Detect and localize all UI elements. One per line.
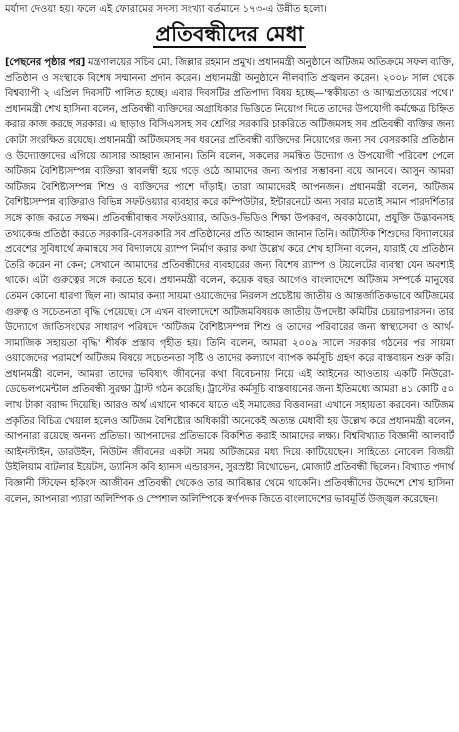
article-headline: প্রতিবন্ধীদের মেধা — [155, 22, 304, 46]
headline-container — [5, 22, 454, 48]
previous-article-tail: মর্যাদা দেওয়া হয়। ফলে এই ফোরামের সদস্য সংখ্যা বর্তমানে ১৭৩-এ উন্নীত হলো। — [5, 4, 327, 15]
article-paragraph-text: মন্ত্রণালয়ের সচিব মো. জিল্লার রহমান প্রমুখ। প্রধানমন্ত্রী অনুষ্ঠানে অটিজম অতিক্রমে সফল ব্যক্তি, প্রতিষ্ঠান ও সংস্থাকে বিশেষ সম্মাননা প্রদান করেন। প্রধানমন্ত্রী অনুষ্ঠানে নীলবাতি প্রজ্বলন করেন। ২০০৮ সাল থেকে বিশ্বব্যাপী ২ এপ্রিল দিবসটি পালিত হচ্ছে। এবার দিবসটির প্রতিপাদ্য বিষয় হচ্ছে—'স্বকীয়তা ও আত্মপ্রত্যয়ের পথে।' প্রধানমন্ত্রী শেখ হাসিনা বলেন, প্রতিবন্ধী ব্যক্তিদের অগ্রাধিকার ভিত্তিতে নিয়োগ দিতে তাদের উপযোগী কর্মক্ষেত্র চিহ্নিত করার কাজ করছে সরকার। এ ছাড়াও বিসিএসসহ সব শ্রেণির সরকারি চাকরিতে অটিজমসহ সব প্রতিবন্ধী ব্যক্তির জন্য কোটা সংরক্ষিত রয়েছে। প্রধানমন্ত্রী অটিজমসহ সব ধরনের প্রতিবন্ধী ব্যক্তিদের নিয়োগের জন্য সব বেসরকারি প্রতিষ্ঠান ও উদ্যোক্তাদের এগিয়ে আসার আহ্বান জানান। তিনি বলেন, সকলের সমন্বিত উদ্যোগ ও উপযোগী পরিবেশ পেলে অটিজম বৈশিষ্ট্যসম্পন্ন ব্যক্তিরা স্বাবলম্বী হয়ে গড়ে ওঠে আমাদের জন্য অপার সম্ভাবনা বয়ে আনবে। আসুন আমরা অটিজম বৈশিষ্ট্যসম্পন্ন শিশু ও ব্যক্তিদের পাশে দাঁড়াই। তারা আমাদেরই আপনজন। প্রধানমন্ত্রী বলেন, অটিজম বৈশিষ্ট্যসম্পন্ন ব্যক্তিরাও বিভিন্ন সফটওয়্যার ব্যবহার করে কম্পিউটার, ইন্টারনেটে অন্য সবার মতোই সমান পারদর্শিতার সঙ্গে কাজ করতে সক্ষম। প্রতিবন্ধীবান্ধব সফটওয়্যার, অডিও-ভিডিও শিক্ষা উপকরণ, অবকাঠামো, প্রযুক্তি উদ্ভাবনসহ তথ্যকেন্দ্র প্রতিষ্ঠা করতে সরকারি-বেসরকারি সব প্রতিষ্ঠানের প্রতি আহ্বান জানান তিনি। অটিস্টিক শিশুদের বিদ্যালয়ের প্রবেশের সুবিধার্থে ক্রমান্বয়ে সব বিদ্যালয়ে র‌্যাম্প নির্মাণ করার কথা উল্লেখ করে শেখ হাসিনা বলেন, যারাই যে প্রতিষ্ঠান তৈরি করেন না কেন; সেখানে আমাদের প্রতিবন্ধীদের ব্যবহারের জন্য বিশেষ র‌্যাম্প ও টয়লেটের ব্যবস্থা যেন অবশ্যই থাকে। এটা গুরুত্বের সঙ্গে করতে হবে। প্রধানমন্ত্রী বলেন, কয়েক বছর আগেও বাংলাদেশে অটিজম সম্পর্কে মানুষের তেমন কোনো ধারণা ছিল না। আমার কন্যা সায়মা ওয়াজেদের নিরলস প্রচেষ্টায় জাতীয় ও আন্তর্জাতিকভাবে অটিজমের গুরুত্ব ও সচেতনতা বৃদ্ধি পেয়েছে। সে এখন বাংলাদেশে অটিজমবিষয়ক জাতীয় উপদেষ্টা কমিটির চেয়ারপারসন। তার উদ্যোগে জাতিসংঘের সাধারণ পরিষদে 'অটিজম বৈশিষ্ট্যসম্পন্ন শিশু ও তাদের পরিবারের জন্য স্বাস্থ্যসেবা ও আর্থ-সামাজিক সহায়তা বৃদ্ধি' শীর্ষক প্রস্তাব গৃহীত হয়। তিনি বলেন, আমরা ২০০৯ সালে সরকার গঠনের পর সায়মা ওয়াজেদের পরামর্শে অটিজম বিষয়ে সচেতনতা সৃষ্টি ও তাদের কল্যাণে ব্যাপক কর্মসূচি গ্রহণ করে বাস্তবায়ন শুরু করি। প্রধানমন্ত্রী বলেন, আমরা তাদের ভবিষ্যৎ জীবনের কথা বিবেচনায় নিয়ে এই আইনের আওতায় একটি নিউরো-ডেভেলপমেন্টাল প্রতিবন্ধী সুরক্ষা ট্রাস্ট গঠন করেছি। ট্রাস্টের কর্মসূচি বাস্তবায়নের জন্য ইতিমধ্যে আমরা ৪১ কোটি ৫০ লাখ টাকা বরাদ্দ দিয়েছি। আরও অর্থ এখানে থাকবে যাতে এই সমাজের বিত্তবানরা এখানে সহায়তা করবেন। অটিজম প্রকৃতির বিচিত্র খেয়াল হলেও অটিজম বৈশিষ্ট্যের অধিকারী অনেকেই অত্যন্ত মেধাবী হয় উল্লেখ করে প্রধানমন্ত্রী বলেন, আপনারা রয়েছে অনন্য প্রতিভা। আপনাদের প্রতিভাকে বিকশিত করাই আমাদের লক্ষ্য। বিশ্ববিখ্যাত বিজ্ঞানী আলবার্ট আইনস্টাইন, ডারউইন, নিউটন জীবনের একটা সময় অটিজমের মধ্য দিয়ে কাটিয়েছেন। সাহিত্যে নোবেল বিজয়ী উইলিয়াম বাটলার ইয়েটস, ড্যানিস কবি হ্যানস এন্ডারসন, সুরস্রষ্টা বিথোভেন, মোজার্ট প্রতিবন্ধী ছিলেন। বিখ্যাত পদার্থ বিজ্ঞানী স্টিফেন হকিংস আজীবন প্রতিবন্ধী থেকেও তার আবিষ্কার থেমে থাকেনি। প্রতিবন্ধীদের উদ্দেশে শেখ হাসিনা বলেন, আপনারা প্যারা অলিম্পিক ও স্পেশাল অলিম্পিকে স্বর্ণপদক জিতে বাংলাদেশের ভাবমূর্তি উজ্জ্বল করেছেন। — [5, 57, 455, 505]
article-paragraph — [5, 55, 454, 507]
continued-from-label: [পেছনের পৃষ্ঠার পর] — [5, 57, 86, 68]
article-body — [5, 55, 454, 507]
